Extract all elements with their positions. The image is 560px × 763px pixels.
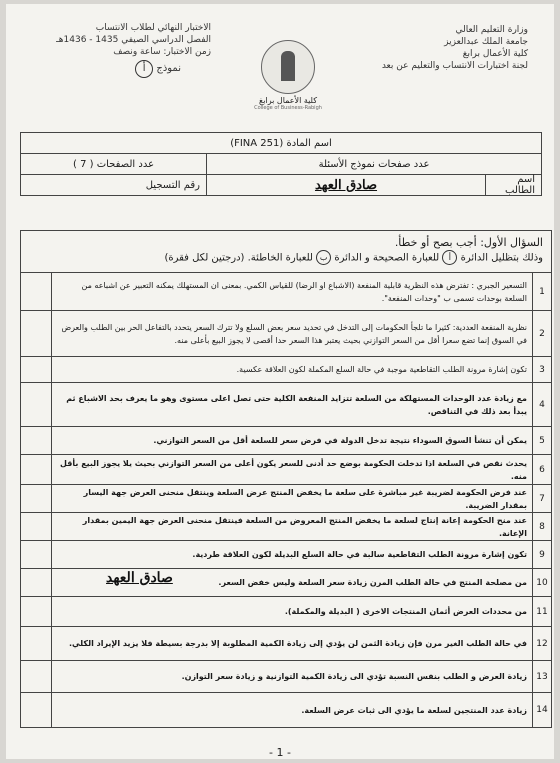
question-text: مع زيادة عدد الوحدات المستهلكة من السلعة تتزايد المنفعة الكلية حتى تصل اعلى مستوى وهو ما يعرف بحد الاشباع ثم يبدأ بعد ذلك في التناقص.: [66, 393, 527, 416]
answer-cell[interactable]: [21, 455, 52, 484]
exam-model: [36, 60, 181, 78]
answer-cell[interactable]: [21, 627, 52, 660]
question-row: 7 عند فرض الحكومة لضريبة غير مباشرة على سلعة ما يخفض المنتج عرض السلعة وينتقل منحنى العرض جهة اليسار بمقدار الضريبة.: [21, 485, 551, 513]
question-row: 3 تكون إشارة مرونة الطلب التقاطعية موجبة في حالة السلع المكملة لكون العلاقة عكسية.: [21, 357, 551, 383]
question-table: [20, 230, 552, 728]
question-instructions: وذلك بتظليل الدائرة أ للعبارة الصحيحة و الدائرة ب للعبارة الخاطئة. (درجتين لكل فقرة): [29, 250, 543, 266]
question-row: 14 زيادة عدد المنتجين لسلعة ما يؤدي الى ثبات عرض السلعة.: [21, 693, 551, 727]
question-text: من مصلحة المنتج في حالة الطلب المرن زيادة سعر السلعة وليس خفض السعر.: [218, 578, 527, 587]
question-text: التسعير الجبري : تفترض هذه النظرية قابلية المنفعة (الاشباع او الرضا) للقياس الكمي. بمعنى ان المستهلك يمكنه التعبير عن اشباعه من السلعة بوحدات تسمى ب "وحدات المنفعة".: [81, 280, 527, 303]
question-row: 13 زيادة العرض و الطلب بنفس النسبة تؤدي الى زيادة الكمية التوازنية و زيادة سعر التوازن.: [21, 661, 551, 693]
registration-label: رقم التسجيل: [145, 179, 200, 191]
model-number: أ: [135, 60, 153, 78]
question-row: 12 في حالة الطلب الغير مرن فإن زيادة الثمن لن يؤدي إلى زيادة الكمية المطلوبة إلا بدرجة بسيطة فلا يزيد الإيراد الكلي.: [21, 627, 551, 661]
question-row: 10 من مصلحة المنتج في حالة الطلب المرن زيادة سعر السلعة وليس خفض السعر.: [21, 569, 551, 597]
false-circle: ب: [316, 250, 331, 265]
answer-cell[interactable]: [21, 597, 52, 626]
logo-subtext: College of Business-Rabigh: [254, 105, 322, 111]
student-name-label: اسم الطالب: [485, 175, 541, 195]
student-name-field[interactable]: [206, 175, 485, 195]
pages-count: عدد الصفحات ( 7 ): [72, 158, 155, 170]
question-row: 2 نظرية المنفعة العددية: كثيرا ما تلجأ الحكومات إلى التدخل في تحديد سعر بعض السلع ولا تترك السعر يتحدد بالتفاعل الحر بين الطلب والعرض في السوق إنما تضع سعرا أقل من السعر التوازني بحيث يعتبر هذا السعر حدا أقصى لا يجوز البيع بأعلى منه.: [21, 311, 551, 357]
answer-cell[interactable]: [21, 311, 52, 356]
student-info-table: [20, 132, 542, 196]
college-logo: [250, 40, 326, 110]
question-text: يحدث نقص في السلعة اذا تدخلت الحكومة بوضع حد أدنى للسعر يكون أعلى من السعر التوازني بحيث يلا يجوز البيع بأقل منه.: [60, 458, 527, 481]
question-row: 4 مع زيادة عدد الوحدات المستهلكة من السلعة تتزايد المنفعة الكلية حتى تصل اعلى مستوى وهو ما يعرف بحد الاشباع ثم يبدأ بعد ذلك في التناقص.: [21, 383, 551, 427]
exam-sheet: [6, 4, 554, 759]
question-row: 6 يحدث نقص في السلعة اذا تدخلت الحكومة بوضع حد أدنى للسعر يكون أعلى من السعر التوازني بحيث يلا يجوز البيع بأقل منه.: [21, 455, 551, 485]
question-intro: [21, 231, 551, 273]
question-text: نظرية المنفعة العددية: كثيرا ما تلجأ الحكومات إلى التدخل في تحديد سعر بعض السلع ولا تترك السعر يتحدد بالتفاعل الحر بين الطلب والعرض في السوق إنما تضع سعرا أقل من السعر التوازني بحيث يعتبر هذا السعر حدا أقصى لا يجوز البيع بأعلى منه.: [61, 322, 527, 345]
answer-cell[interactable]: [21, 661, 52, 692]
answer-cell[interactable]: [21, 541, 52, 568]
course-name: اسم المادة (FINA 251): [230, 137, 332, 149]
question-text: من محددات العرض أثمان المنتجات الاخرى ( البديلة والمكملة).: [284, 607, 527, 616]
logo-text: كلية الأعمال برابغ: [258, 96, 318, 105]
page-number: - 1 -: [269, 746, 291, 759]
question-text: يمكن أن تنشأ السوق السوداء نتيجة تدخل الدولة في فرض سعر للسلعة أقل من السعر التوازني.: [153, 436, 527, 445]
logo-emblem: [261, 40, 315, 94]
answer-cell[interactable]: [21, 693, 52, 727]
student-name-handwritten: صادق العهد: [314, 177, 378, 193]
semester-line: الفصل الدراسي الصيفي 1435 - 1436هـ: [56, 35, 211, 45]
exam-duration: زمن الاختبار: ساعة ونصف: [113, 47, 211, 57]
question-row: 11 من محددات العرض أثمان المنتجات الاخرى ( البديلة والمكملة).: [21, 597, 551, 627]
question-title: السؤال الأول: أجب بصح أو خطأ.: [394, 236, 543, 249]
college-line: كلية الأعمال برابغ: [462, 49, 528, 59]
question-text: زيادة عدد المنتجين لسلعة ما يؤدي الى ثبات عرض السلعة.: [301, 705, 527, 715]
handwritten-name: صادق العهد: [106, 570, 173, 586]
question-text: عند منح الحكومة إعانة إنتاج لسلعة ما يخفض المنتج المعروض من السلعة فينتقل منحنى العرض جهة اليمين بمقدار الإعانة.: [82, 515, 527, 538]
question-text: عند فرض الحكومة لضريبة غير مباشرة على سلعة ما يخفض المنتج عرض السلعة وينتقل منحنى العرض جهة اليسار بمقدار الضريبة.: [83, 487, 527, 510]
committee-line: لجنة اختبارات الانتساب والتعليم عن بعد: [381, 61, 528, 71]
header-exam-info: [36, 22, 211, 78]
question-row: 5 يمكن أن تنشأ السوق السوداء نتيجة تدخل الدولة في فرض سعر للسلعة أقل من السعر التوازني.: [21, 427, 551, 455]
true-circle: أ: [442, 250, 457, 265]
question-text: تكون إشارة مرونة الطلب التقاطعية سالبة في حالة السلع البديلة لكون العلاقة طردية.: [192, 550, 527, 559]
answer-cell[interactable]: [21, 513, 52, 540]
answer-cell[interactable]: [21, 485, 52, 512]
header-institution: [353, 24, 528, 72]
answer-cell[interactable]: [21, 273, 52, 310]
answer-cell[interactable]: [21, 383, 52, 426]
question-text: تكون إشارة مرونة الطلب التقاطعية موجبة في حالة السلع المكملة لكون العلاقة عكسية.: [236, 365, 527, 374]
answer-cell[interactable]: [21, 427, 52, 454]
question-text: زيادة العرض و الطلب بنفس النسبة تؤدي الى زيادة الكمية التوازنية و زيادة سعر التوازن.: [181, 672, 527, 681]
pages-heading: عدد صفحات نموذج الأسئلة: [206, 154, 541, 174]
question-row: 9 تكون إشارة مرونة الطلب التقاطعية سالبة في حالة السلع البديلة لكون العلاقة طردية.: [21, 541, 551, 569]
question-row: 8 عند منح الحكومة إعانة إنتاج لسلعة ما يخفض المنتج المعروض من السلعة فينتقل منحنى العرض جهة اليمين بمقدار الإعانة.: [21, 513, 551, 541]
answer-cell[interactable]: [21, 357, 52, 382]
exam-title: الاختبار النهائي لطلاب الانتساب: [95, 23, 211, 33]
model-label: نموذج: [156, 63, 181, 74]
ministry-line: وزارة التعليم العالي: [455, 25, 528, 35]
university-line: جامعة الملك عبدالعزيز: [444, 37, 528, 47]
question-row: 1 التسعير الجبري : تفترض هذه النظرية قابلية المنفعة (الاشباع او الرضا) للقياس الكمي. بمعنى ان المستهلك يمكنه التعبير عن اشباعه من السلعة بوحدات تسمى ب "وحدات المنفعة".: [21, 273, 551, 311]
question-text: في حالة الطلب الغير مرن فإن زيادة الثمن لن يؤدي إلى زيادة الكمية المطلوبة إلا بدرجة بسيطة فلا يزيد الإيراد الكلي.: [69, 639, 527, 648]
answer-cell[interactable]: [21, 569, 52, 596]
